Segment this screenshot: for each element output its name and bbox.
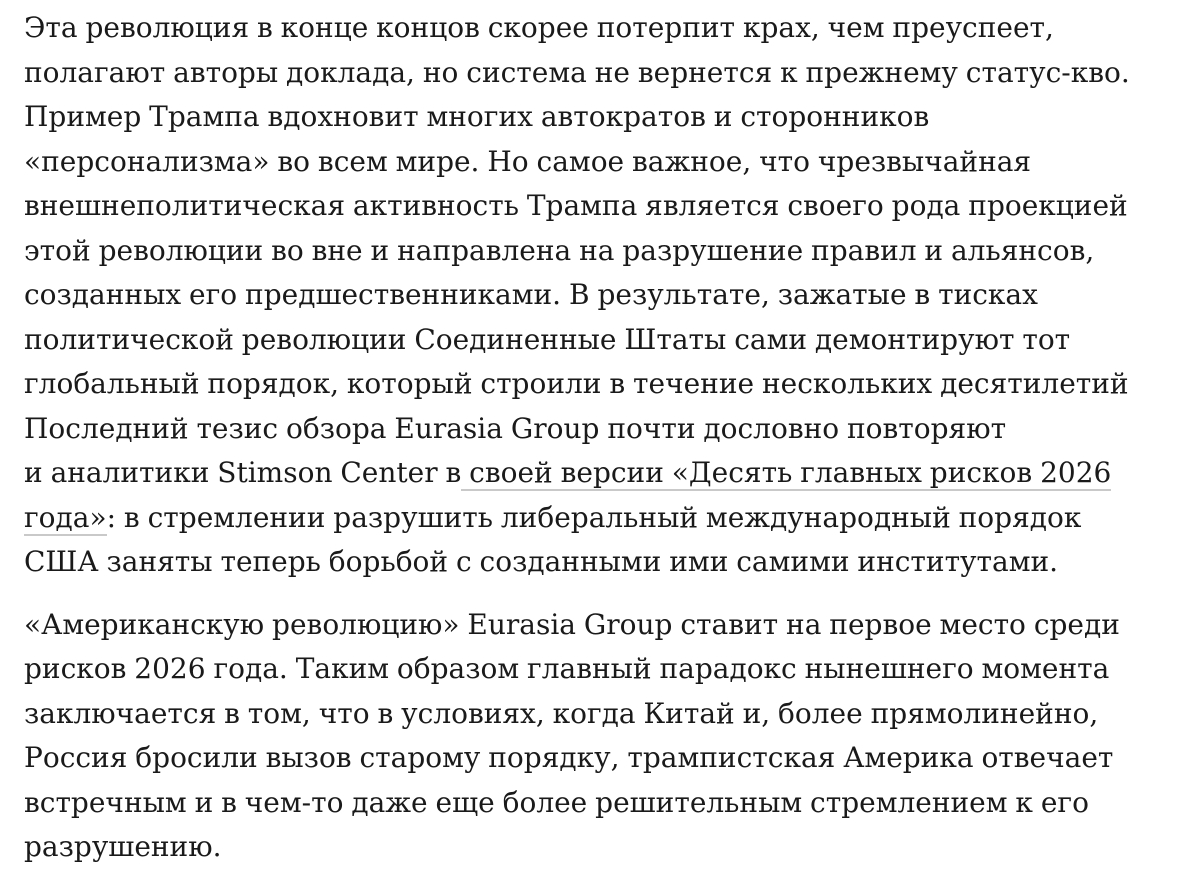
text-line: «Американскую революцию» Eurasia Group ставит на первое место среди bbox=[24, 607, 1120, 641]
text-line: заключается в том, что в условиях, когда Китай и, более прямолинейно, bbox=[24, 696, 1099, 730]
text-line: глобальный порядок, который строили в течение нескольких десятилетий bbox=[24, 367, 1129, 400]
text-line-with-link bbox=[24, 496, 1184, 541]
text-line: рисков 2026 года. Таким образом главный парадокс нынешнего момента bbox=[24, 652, 1110, 685]
stimson-report-link-part-2[interactable]: года» bbox=[24, 500, 107, 534]
text-line: встречным и в чем-то даже еще более решительным стремлением к его bbox=[24, 785, 1089, 819]
article-body bbox=[24, 6, 1184, 870]
stimson-report-link-part-1[interactable]: своей версии «Десять главных рисков 2026 bbox=[461, 456, 1112, 489]
text-line: Пример Трампа вдохновит многих автократов и сторонников bbox=[24, 100, 930, 133]
text-line-with-link bbox=[24, 451, 1184, 496]
link-trail-text: : в стремлении разрушить либеральный международный порядок bbox=[106, 500, 1082, 534]
paragraph-1 bbox=[24, 6, 1184, 585]
text-line: разрушению. bbox=[24, 830, 222, 863]
text-line: полагают авторы доклада, но система не вернется к прежнему статус-кво. bbox=[24, 55, 1130, 89]
text-line: Эта революция в конце концов скорее потерпит крах, чем преуспеет, bbox=[24, 11, 1054, 44]
text-line: Россия бросили вызов старому порядку, трампистская Америка отвечает bbox=[24, 741, 1114, 774]
link-lead-text: и аналитики Stimson Center в bbox=[24, 456, 462, 489]
text-line: США заняты теперь борьбой с созданными ими самими институтами. bbox=[24, 545, 1059, 578]
text-line: «персонализма» во всем мире. Но самое важное, что чрезвычайная bbox=[24, 144, 1032, 178]
text-line: внешнеполитическая активность Трампа является своего рода проекцией bbox=[24, 189, 1128, 222]
text-line: политической революции Соединенные Штаты сами демонтируют тот bbox=[24, 322, 1071, 356]
paragraph-2 bbox=[24, 603, 1184, 870]
text-line: Последний тезис обзора Eurasia Group почти дословно повторяют bbox=[24, 411, 1007, 445]
text-line: созданных его предшественниками. В результате, зажатые в тисках bbox=[24, 278, 1038, 311]
text-line: этой революции во вне и направлена на разрушение правил и альянсов, bbox=[24, 233, 1095, 267]
